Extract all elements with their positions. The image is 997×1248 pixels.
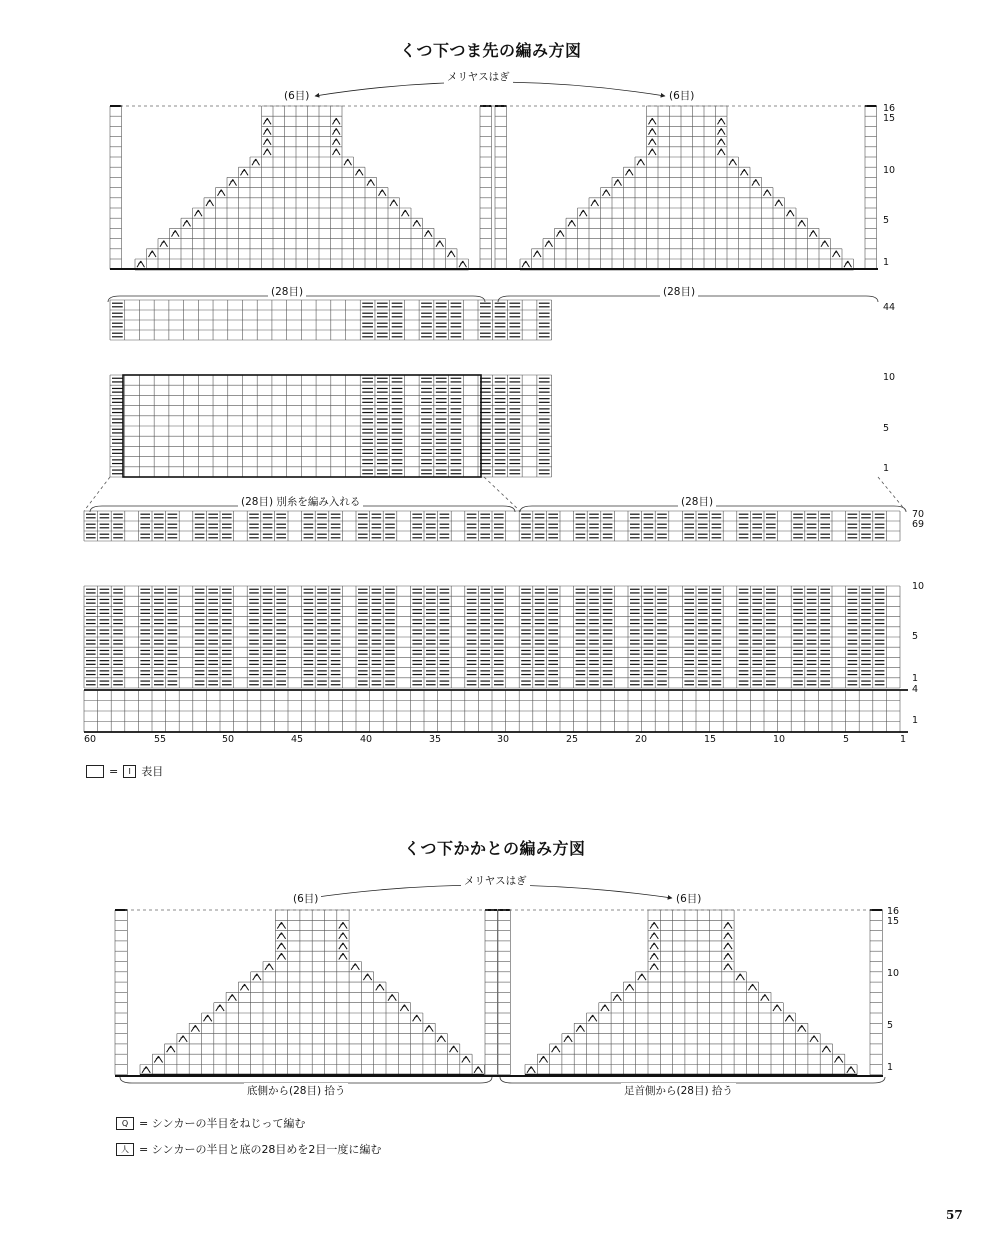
k2tog-mark bbox=[228, 994, 236, 1000]
stitch-num: 40 bbox=[360, 734, 373, 745]
toe-bottom-right-label: (28目) bbox=[678, 494, 716, 509]
heel-chart-title: くつ下かかとの編み方図 bbox=[404, 839, 586, 858]
k2tog-mark bbox=[265, 964, 273, 970]
k2tog-mark bbox=[638, 974, 646, 980]
k2tog-mark bbox=[752, 179, 760, 185]
graft-arrow bbox=[315, 82, 665, 96]
k2tog-mark bbox=[810, 230, 818, 236]
k2tog-mark bbox=[240, 984, 248, 990]
k2tog-mark bbox=[402, 210, 410, 216]
k2tog-mark bbox=[474, 1067, 482, 1073]
k2tog-mark bbox=[724, 922, 732, 928]
toe-bottom-left-label: (28目) 別糸を編み入れる bbox=[238, 494, 363, 509]
k2tog-mark bbox=[264, 149, 272, 155]
k2tog-mark bbox=[277, 933, 285, 939]
k2tog-mark bbox=[183, 220, 191, 226]
stitch-num: 1 bbox=[900, 734, 907, 745]
k2tog-mark bbox=[564, 1036, 572, 1042]
k2tog-mark bbox=[718, 149, 726, 155]
k2tog-mark bbox=[264, 118, 272, 124]
k2tog-mark bbox=[835, 1056, 843, 1062]
k2tog-mark bbox=[436, 241, 444, 247]
k2tog-mark bbox=[847, 1067, 855, 1073]
k2tog-mark bbox=[154, 1056, 162, 1062]
row-num: 10 bbox=[912, 581, 925, 592]
stitch-num: 5 bbox=[843, 734, 850, 745]
k2tog-mark bbox=[142, 1067, 150, 1073]
k2tog-mark bbox=[363, 974, 371, 980]
row-num: 10 bbox=[887, 968, 900, 979]
row-num: 10 bbox=[883, 165, 896, 176]
k2tog-mark bbox=[741, 169, 749, 175]
row-num: 70 bbox=[912, 509, 925, 520]
k2tog-mark bbox=[425, 1025, 433, 1031]
legend-eq: = bbox=[109, 764, 119, 778]
k2tog-mark bbox=[390, 200, 398, 206]
k2tog-mark bbox=[724, 943, 732, 949]
k2tog-mark bbox=[277, 953, 285, 959]
k2tog-mark bbox=[339, 953, 347, 959]
row-num: 16 bbox=[883, 103, 896, 114]
k2tog-mark bbox=[376, 984, 384, 990]
k2tog-mark bbox=[718, 128, 726, 134]
k2tog-mark bbox=[589, 1015, 597, 1021]
k2tog-mark bbox=[844, 261, 852, 267]
blank-cell-symbol bbox=[86, 765, 104, 778]
row-num: 1 bbox=[912, 673, 919, 684]
k2tog-mark bbox=[339, 922, 347, 928]
k2tog-symbol: 人 bbox=[116, 1143, 134, 1156]
k2tog-mark bbox=[736, 974, 744, 980]
toe-instep-grid bbox=[110, 300, 552, 477]
k2tog-mark bbox=[206, 200, 214, 206]
k2tog-mark bbox=[137, 261, 145, 267]
k2tog-mark bbox=[195, 210, 203, 216]
k2tog-mark bbox=[650, 964, 658, 970]
k2tog-mark bbox=[351, 964, 359, 970]
toe-left-dec-label: (6目) bbox=[281, 88, 312, 103]
k2tog-mark bbox=[527, 1067, 535, 1073]
toe-mid-right-label: (28目) bbox=[660, 284, 698, 299]
k2tog-mark bbox=[626, 169, 634, 175]
k2tog-mark bbox=[568, 220, 576, 226]
k2tog-mark bbox=[833, 251, 841, 257]
page-number: 57 bbox=[946, 1208, 963, 1222]
k2tog-mark bbox=[822, 1046, 830, 1052]
k2tog-mark bbox=[339, 933, 347, 939]
k2tog-mark bbox=[160, 241, 168, 247]
row-num: 5 bbox=[883, 215, 890, 226]
k2tog-mark bbox=[367, 179, 375, 185]
k2tog-mark bbox=[539, 1056, 547, 1062]
k2tog-mark bbox=[649, 139, 657, 145]
k2tog-mark bbox=[356, 169, 364, 175]
stitch-num: 60 bbox=[84, 734, 97, 745]
knit-symbol: I bbox=[123, 765, 136, 778]
heel-grid bbox=[115, 910, 883, 1076]
k2tog-mark bbox=[761, 994, 769, 1000]
k2tog-mark bbox=[724, 933, 732, 939]
stitch-num: 50 bbox=[222, 734, 235, 745]
heel-right-dec-label: (6目) bbox=[673, 891, 704, 906]
heel-right-bottom-label: 足首側から(28目) 拾う bbox=[621, 1083, 736, 1098]
k2tog-mark bbox=[413, 1015, 421, 1021]
toe-foot-grid bbox=[84, 511, 908, 732]
k2tog-mark bbox=[179, 1036, 187, 1042]
row-num: 69 bbox=[912, 519, 925, 530]
row-num: 5 bbox=[912, 631, 919, 642]
toe-right-dec-label: (6目) bbox=[666, 88, 697, 103]
k2tog-mark bbox=[448, 251, 456, 257]
k2tog-mark bbox=[172, 230, 180, 236]
heel-left-dec-label: (6目) bbox=[290, 891, 321, 906]
k2tog-mark bbox=[552, 1046, 560, 1052]
heel-graft-label: メリヤスはぎ bbox=[461, 873, 530, 888]
row-num: 1 bbox=[883, 257, 890, 268]
legend-twist-text: = シンカーの半目をねじって編む bbox=[139, 1117, 306, 1130]
k2tog-mark bbox=[229, 179, 237, 185]
k2tog-mark bbox=[724, 953, 732, 959]
k2tog-mark bbox=[379, 190, 387, 196]
stitch-num: 35 bbox=[429, 734, 442, 745]
k2tog-mark bbox=[649, 149, 657, 155]
k2tog-mark bbox=[333, 139, 341, 145]
k2tog-mark bbox=[413, 220, 421, 226]
k2tog-mark bbox=[603, 190, 611, 196]
legend-knit bbox=[86, 763, 163, 779]
row-num: 15 bbox=[887, 916, 900, 927]
k2tog-mark bbox=[218, 190, 226, 196]
k2tog-mark bbox=[191, 1025, 199, 1031]
k2tog-mark bbox=[388, 994, 396, 1000]
k2tog-mark bbox=[718, 118, 726, 124]
k2tog-mark bbox=[591, 200, 599, 206]
legend-k2tog-text: = シンカーの半目と底の28目めを2目一度に編む bbox=[139, 1143, 382, 1156]
k2tog-mark bbox=[649, 118, 657, 124]
k2tog-mark bbox=[437, 1036, 445, 1042]
k2tog-mark bbox=[787, 210, 795, 216]
k2tog-mark bbox=[216, 1005, 224, 1011]
k2tog-mark bbox=[649, 128, 657, 134]
row-num: 1 bbox=[912, 715, 919, 726]
k2tog-mark bbox=[339, 943, 347, 949]
stitch-num: 45 bbox=[291, 734, 304, 745]
k2tog-mark bbox=[601, 1005, 609, 1011]
k2tog-mark bbox=[252, 159, 260, 165]
row-num: 5 bbox=[883, 423, 890, 434]
k2tog-mark bbox=[277, 943, 285, 949]
k2tog-mark bbox=[253, 974, 261, 980]
k2tog-mark bbox=[333, 149, 341, 155]
k2tog-mark bbox=[333, 118, 341, 124]
k2tog-mark bbox=[522, 261, 530, 267]
k2tog-mark bbox=[264, 139, 272, 145]
k2tog-mark bbox=[149, 251, 157, 257]
k2tog-mark bbox=[650, 953, 658, 959]
k2tog-mark bbox=[650, 943, 658, 949]
k2tog-mark bbox=[264, 128, 272, 134]
k2tog-mark bbox=[462, 1056, 470, 1062]
row-num: 5 bbox=[887, 1020, 894, 1031]
k2tog-mark bbox=[614, 179, 622, 185]
twist-symbol: Q bbox=[116, 1117, 134, 1130]
stitch-num: 10 bbox=[773, 734, 786, 745]
row-num: 15 bbox=[883, 113, 896, 124]
toe-chart-title: くつ下つま先の編み方図 bbox=[400, 41, 582, 60]
k2tog-mark bbox=[729, 159, 737, 165]
k2tog-mark bbox=[764, 190, 772, 196]
legend-knit-text: 表目 bbox=[141, 765, 164, 778]
k2tog-mark bbox=[785, 1015, 793, 1021]
row-num: 1 bbox=[883, 463, 890, 474]
stitch-num: 30 bbox=[497, 734, 510, 745]
k2tog-mark bbox=[459, 261, 467, 267]
toe-mid-left-label: (28目) bbox=[268, 284, 306, 299]
row-num: 10 bbox=[883, 372, 896, 383]
toe-graft-label: メリヤスはぎ bbox=[444, 69, 513, 84]
k2tog-mark bbox=[821, 241, 829, 247]
k2tog-mark bbox=[810, 1036, 818, 1042]
k2tog-mark bbox=[724, 964, 732, 970]
k2tog-mark bbox=[400, 1005, 408, 1011]
stitch-num: 25 bbox=[566, 734, 579, 745]
k2tog-mark bbox=[775, 200, 783, 206]
k2tog-mark bbox=[798, 1025, 806, 1031]
k2tog-mark bbox=[450, 1046, 458, 1052]
k2tog-mark bbox=[167, 1046, 175, 1052]
k2tog-mark bbox=[204, 1015, 212, 1021]
k2tog-mark bbox=[241, 169, 249, 175]
legend-k2tog bbox=[116, 1141, 381, 1157]
legend-twist bbox=[116, 1115, 305, 1131]
row-num: 44 bbox=[883, 302, 896, 313]
k2tog-mark bbox=[576, 1025, 584, 1031]
k2tog-mark bbox=[344, 159, 352, 165]
k2tog-mark bbox=[650, 933, 658, 939]
stitch-num: 20 bbox=[635, 734, 648, 745]
toe-decrease-grid bbox=[110, 106, 878, 269]
k2tog-mark bbox=[545, 241, 553, 247]
row-num: 4 bbox=[912, 684, 919, 695]
k2tog-mark bbox=[333, 128, 341, 134]
k2tog-mark bbox=[425, 230, 433, 236]
k2tog-mark bbox=[637, 159, 645, 165]
k2tog-mark bbox=[773, 1005, 781, 1011]
stitch-num: 55 bbox=[154, 734, 167, 745]
k2tog-mark bbox=[534, 251, 542, 257]
row-num: 16 bbox=[887, 906, 900, 917]
heel-left-bottom-label: 底側から(28目) 拾う bbox=[244, 1083, 348, 1098]
k2tog-mark bbox=[613, 994, 621, 1000]
k2tog-mark bbox=[650, 922, 658, 928]
row-num: 1 bbox=[887, 1062, 894, 1073]
k2tog-mark bbox=[625, 984, 633, 990]
k2tog-mark bbox=[277, 922, 285, 928]
k2tog-mark bbox=[718, 139, 726, 145]
k2tog-mark bbox=[798, 220, 806, 226]
k2tog-mark bbox=[557, 230, 565, 236]
stitch-num: 15 bbox=[704, 734, 717, 745]
k2tog-mark bbox=[580, 210, 588, 216]
k2tog-mark bbox=[748, 984, 756, 990]
